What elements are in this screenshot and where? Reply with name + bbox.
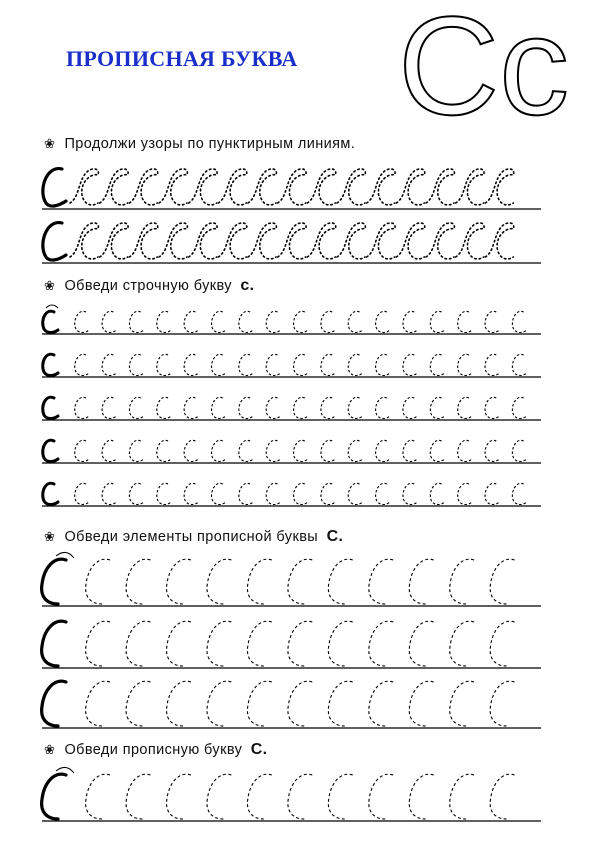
dashed-letter: [86, 559, 110, 604]
dashed-letter: [490, 774, 514, 819]
dotted-loop: [367, 223, 395, 259]
dashed-letter: [376, 354, 390, 375]
dashed-letter: [485, 440, 499, 461]
dotted-loop: [278, 169, 306, 205]
dashed-letter: [409, 621, 433, 666]
dashed-letter: [129, 311, 143, 332]
dashed-letter: [376, 397, 390, 418]
dashed-letter: [266, 440, 280, 461]
sample-letter: [43, 440, 58, 461]
dotted-loop: [159, 169, 187, 205]
dashed-letter: [430, 440, 444, 461]
dashed-letter: [266, 311, 280, 332]
dotted-loop: [189, 223, 217, 259]
dashed-letter: [369, 681, 393, 726]
dashed-letter: [129, 354, 143, 375]
dotted-loop: [337, 223, 365, 259]
upper-element-row: [36, 612, 541, 672]
dashed-letter: [348, 354, 362, 375]
dashed-letter: [288, 559, 312, 604]
instruction-letter: с.: [240, 277, 255, 294]
dashed-letter: [167, 621, 191, 666]
dashed-letter: [239, 354, 253, 375]
dashed-letter: [450, 559, 474, 604]
dashed-letter: [207, 559, 231, 604]
dashed-letter: [376, 311, 390, 332]
dotted-loop: [218, 223, 246, 259]
dashed-letter: [184, 311, 198, 332]
dashed-letter: [167, 681, 191, 726]
dashed-letter: [321, 483, 335, 504]
dashed-letter: [348, 440, 362, 461]
dashed-letter: [294, 483, 308, 504]
dotted-loop: [129, 169, 157, 205]
dashed-letter: [75, 354, 89, 375]
dotted-loop: [396, 223, 424, 259]
dashed-letter: [207, 681, 231, 726]
dashed-letter: [288, 621, 312, 666]
dashed-letter: [247, 774, 271, 819]
dashed-letter: [211, 483, 225, 504]
sample-letter: [43, 223, 66, 260]
dotted-loop: [248, 223, 276, 259]
dotted-loop: [278, 223, 306, 259]
dashed-letter: [126, 681, 150, 726]
dotted-loop: [189, 169, 217, 205]
flower-icon: ❀: [44, 278, 56, 293]
instruction-text: Обведи строчную букву: [64, 278, 232, 294]
dotted-loop: [485, 169, 513, 205]
dashed-letter: [512, 483, 526, 504]
instruction-letter: С.: [250, 741, 268, 758]
dashed-letter: [86, 621, 110, 666]
dotted-loop: [129, 223, 157, 259]
instruction-letter: С.: [326, 528, 344, 545]
dashed-letter: [126, 559, 150, 604]
dashed-letter: [403, 354, 417, 375]
dashed-letter: [86, 681, 110, 726]
flower-icon: ❀: [44, 529, 56, 544]
dashed-letter: [450, 681, 474, 726]
dashed-letter: [376, 440, 390, 461]
dashed-letter: [485, 397, 499, 418]
upper-element-row: [36, 550, 541, 610]
dashed-letter: [157, 483, 171, 504]
dotted-loop: [456, 169, 484, 205]
dotted-loop: [396, 169, 424, 205]
lowercase-row: [36, 304, 541, 338]
dashed-letter: [266, 397, 280, 418]
dashed-letter: [184, 354, 198, 375]
dashed-letter: [328, 621, 352, 666]
dashed-letter: [348, 397, 362, 418]
dashed-letter: [247, 559, 271, 604]
dashed-letter: [157, 311, 171, 332]
dashed-letter: [512, 311, 526, 332]
dashed-letter: [211, 397, 225, 418]
dashed-letter: [102, 397, 116, 418]
dashed-letter: [129, 397, 143, 418]
dashed-letter: [458, 483, 472, 504]
dashed-letter: [512, 397, 526, 418]
dashed-letter: [328, 681, 352, 726]
dashed-letter: [129, 483, 143, 504]
dashed-letter: [167, 559, 191, 604]
dashed-letter: [450, 774, 474, 819]
dashed-letter: [266, 354, 280, 375]
instruction-4: [44, 741, 268, 759]
instruction-text: Обведи элементы прописной буквы: [64, 529, 319, 545]
big-letters-text: Сс: [398, 6, 570, 124]
instruction-1: [44, 136, 355, 152]
dotted-loop: [307, 223, 335, 259]
dashed-letter: [430, 354, 444, 375]
flower-icon: ❀: [44, 136, 56, 151]
dashed-letter: [376, 483, 390, 504]
lowercase-row: [36, 347, 541, 381]
sample-letter: [42, 774, 66, 819]
dashed-letter: [328, 559, 352, 604]
dashed-letter: [450, 621, 474, 666]
dotted-loop: [248, 169, 276, 205]
dashed-letter: [157, 354, 171, 375]
dashed-letter: [184, 483, 198, 504]
big-letters-outline: [398, 6, 594, 124]
dashed-letter: [430, 397, 444, 418]
instruction-3: [44, 528, 343, 546]
sample-letter: [43, 397, 58, 418]
dotted-loop: [159, 223, 187, 259]
dashed-letter: [102, 354, 116, 375]
dashed-letter: [348, 483, 362, 504]
dashed-letter: [485, 311, 499, 332]
dashed-letter: [458, 311, 472, 332]
sample-letter: [42, 681, 66, 726]
dashed-letter: [129, 440, 143, 461]
lowercase-row: [36, 390, 541, 424]
dashed-letter: [321, 440, 335, 461]
flower-icon: ❀: [44, 742, 56, 757]
dotted-loop: [307, 169, 335, 205]
dotted-loop: [337, 169, 365, 205]
dashed-letter: [167, 774, 191, 819]
instruction-text: Продолжи узоры по пунктирным линиям.: [64, 136, 356, 152]
instruction-2: [44, 277, 255, 295]
dashed-letter: [490, 621, 514, 666]
dashed-letter: [126, 621, 150, 666]
sample-letter: [43, 311, 58, 332]
dashed-letter: [512, 354, 526, 375]
dashed-letter: [458, 440, 472, 461]
dotted-loop: [100, 169, 128, 205]
dashed-letter: [207, 621, 231, 666]
dashed-letter: [157, 440, 171, 461]
arrow-icon: [56, 767, 74, 773]
dotted-loop: [456, 223, 484, 259]
sample-letter: [43, 354, 58, 375]
dashed-letter: [458, 354, 472, 375]
dashed-letter: [485, 354, 499, 375]
dashed-letter: [490, 681, 514, 726]
dashed-letter: [239, 483, 253, 504]
dashed-letter: [207, 774, 231, 819]
sample-letter: [42, 621, 66, 666]
dashed-letter: [294, 440, 308, 461]
dashed-letter: [458, 397, 472, 418]
dashed-letter: [403, 440, 417, 461]
dashed-letter: [239, 440, 253, 461]
dashed-letter: [348, 311, 362, 332]
dashed-letter: [369, 774, 393, 819]
lowercase-row: [36, 433, 541, 467]
lowercase-row: [36, 476, 541, 510]
dashed-letter: [430, 483, 444, 504]
dashed-letter: [75, 397, 89, 418]
sample-letter: [43, 169, 66, 206]
dashed-letter: [126, 774, 150, 819]
dotted-loop: [100, 223, 128, 259]
dashed-letter: [512, 440, 526, 461]
dashed-letter: [294, 354, 308, 375]
dashed-letter: [75, 311, 89, 332]
instruction-text: Обведи прописную букву: [64, 742, 243, 758]
sample-letter: [42, 559, 66, 604]
dotted-loop: [70, 169, 98, 205]
dashed-letter: [294, 397, 308, 418]
dashed-letter: [102, 440, 116, 461]
dotted-loop: [367, 169, 395, 205]
dashed-letter: [239, 311, 253, 332]
dashed-letter: [75, 483, 89, 504]
pattern-row: [36, 212, 541, 267]
dotted-loop: [426, 169, 454, 205]
dashed-letter: [369, 621, 393, 666]
pattern-row: [36, 158, 541, 213]
dotted-loop: [426, 223, 454, 259]
dashed-letter: [184, 440, 198, 461]
dashed-letter: [86, 774, 110, 819]
dashed-letter: [485, 483, 499, 504]
dashed-letter: [288, 681, 312, 726]
dashed-letter: [211, 440, 225, 461]
dotted-loop: [218, 169, 246, 205]
arrow-icon: [56, 552, 74, 558]
dashed-letter: [409, 774, 433, 819]
dashed-letter: [157, 397, 171, 418]
upper-element-row: [36, 672, 541, 732]
dashed-letter: [239, 397, 253, 418]
dashed-letter: [102, 311, 116, 332]
upper-trace-row: [36, 765, 541, 825]
page-title: ПРОПИСНАЯ БУКВА: [66, 46, 298, 71]
dashed-letter: [266, 483, 280, 504]
dashed-letter: [294, 311, 308, 332]
dashed-letter: [409, 681, 433, 726]
dashed-letter: [247, 681, 271, 726]
dashed-letter: [247, 621, 271, 666]
dashed-letter: [102, 483, 116, 504]
dotted-loop: [485, 223, 513, 259]
dashed-letter: [184, 397, 198, 418]
dashed-letter: [409, 559, 433, 604]
dashed-letter: [211, 354, 225, 375]
dashed-letter: [403, 483, 417, 504]
dashed-letter: [321, 311, 335, 332]
dashed-letter: [490, 559, 514, 604]
dashed-letter: [403, 397, 417, 418]
dotted-loop: [70, 223, 98, 259]
dashed-letter: [288, 774, 312, 819]
arrow-icon: [46, 305, 58, 308]
dashed-letter: [321, 354, 335, 375]
sample-letter: [43, 483, 58, 504]
dashed-letter: [369, 559, 393, 604]
dashed-letter: [430, 311, 444, 332]
dashed-letter: [403, 311, 417, 332]
dashed-letter: [211, 311, 225, 332]
dashed-letter: [328, 774, 352, 819]
dashed-letter: [321, 397, 335, 418]
dashed-letter: [75, 440, 89, 461]
